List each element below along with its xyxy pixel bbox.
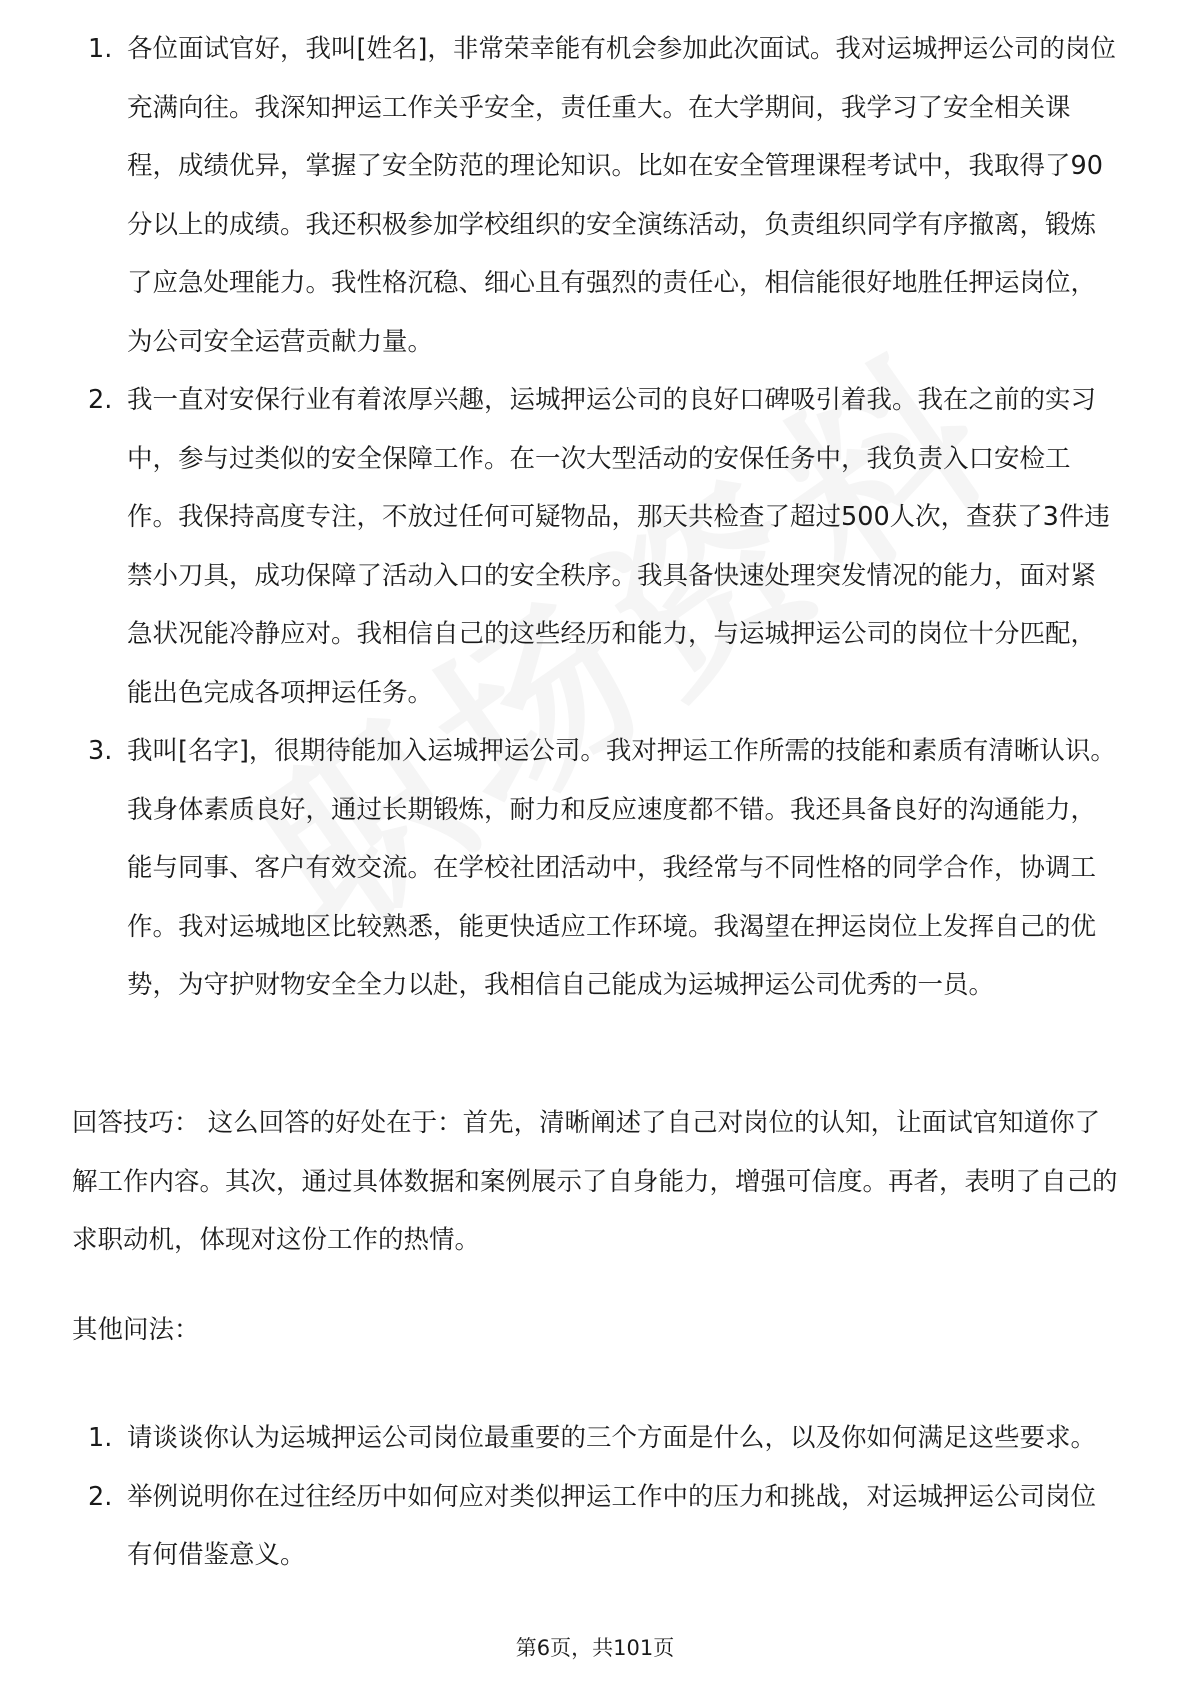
list-item [0,1468,1190,1585]
list-item-text: 请谈谈你认为运城押运公司岗位最重要的三个方面是什么，以及你如何满足这些要求。 [127,1423,1097,1453]
tips-text: 这么回答的好处在于：首先，清晰阐述了自己对岗位的认知，让面试官知道你了解工作内容。其次，通过具体数据和案例展示了自身能力，增强可信度。再者，表明了自己的求职动机，体现对这份工作的热情。 [72,1108,1118,1255]
answer-list [0,20,1190,1015]
list-item [0,722,1190,1015]
list-number: 2. [88,1481,113,1512]
list-item [0,20,1190,371]
list-item [0,371,1190,722]
page-footer: 第6页，共101页 [515,1636,675,1660]
list-item-text: 我叫[名字]，很期待能加入运城押运公司。我对押运工作所需的技能和素质有清晰认识。我身体素质良好，通过长期锻炼，耐力和反应速度都不错。我还具备良好的沟通能力，能与同事、客户有效交流。在学校社团活动中，我经常与不同性格的同学合作，协调工作。我对运城地区比较熟悉，能更快适应工作环境。我渴望在押运岗位上发挥自己的优势，为守护财物安全全力以赴，我相信自己能成为运城押运公司优秀的一员。 [127,736,1116,1000]
list-item-text: 我一直对安保行业有着浓厚兴趣，运城押运公司的良好口碑吸引着我。我在之前的实习中，参与过类似的安全保障工作。在一次大型活动的安保任务中，我负责入口安检工作。我保持高度专注，不放过任何可疑物品，那天共检查了超过500人次，查获了3件违禁小刀具，成功保障了活动入口的安全秩序。我具备快速处理突发情况的能力，面对紧急状况能冷静应对。我相信自己的这些经历和能力，与运城押运公司的岗位十分匹配，能出色完成各项押运任务。 [127,385,1110,708]
tips-label: 回答技巧： [72,1108,200,1138]
other-questions-list [0,1409,1190,1585]
list-number: 3. [88,736,113,766]
other-questions-title: 其他问法： [72,1315,200,1345]
list-number: 1. [88,1423,113,1453]
list-item [0,1409,1190,1468]
list-number: 2. [88,385,113,415]
list-item-text: 各位面试官好，我叫[姓名]，非常荣幸能有机会参加此次面试。我对运城押运公司的岗位充满向往。我深知押运工作关乎安全，责任重大。在大学期间，我学习了安全相关课程，成绩优异，掌握了安全防范的理论知识。比如在安全管理课程考试中，我取得了90分以上的成绩。我还积极参加学校组织的安全演练活动，负责组织同学有序撤离，锻炼了应急处理能力。我性格沉稳、细心且有强烈的责任心，相信能很好地胜任押运岗位，为公司安全运营贡献力量。 [127,34,1116,357]
tips-paragraph [72,1094,1124,1270]
list-item-text: 举例说明你在过往经历中如何应对类似押运工作中的压力和挑战，对运城押运公司岗位有何借鉴意义。 [127,1481,1097,1570]
list-number: 1. [88,34,113,64]
